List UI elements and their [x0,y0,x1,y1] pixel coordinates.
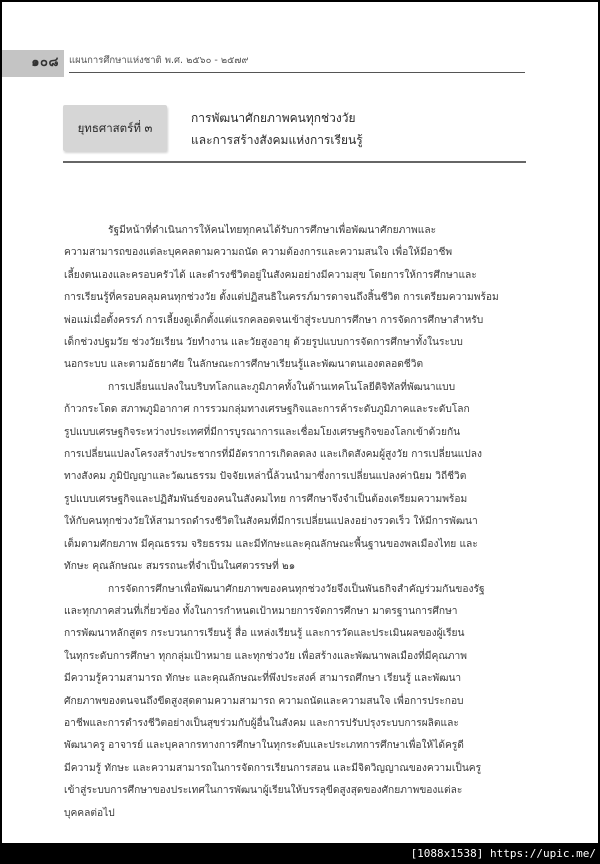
running-header: แผนการศึกษาแห่งชาติ พ.ศ. ๒๕๖๐ - ๒๕๗๙ [69,52,525,73]
text-line: ในทุกระดับการศึกษา ทุกกลุ่มเป้าหมาย และทุกช่วงวัย เพื่อสร้างและพัฒนาพลเมืองที่มีคุณภาพ [64,650,467,662]
text-line: พ่อแม่เมื่อตั้งครรภ์ การเลี้ยงดูเด็กตั้งแต่แรกคลอดจนเข้าสู่ระบบการศึกษา การจัดการศึกษาสำหรับ [64,314,484,326]
strategy-title-line-1: การพัฒนาศักยภาพคนทุกช่วงวัย [191,111,356,125]
text-line: อาชีพและการดำรงชีวิตอย่างเป็นสุขร่วมกับผู้อื่นในสังคม และการปรับปรุงระบบการผลิตและ [64,717,459,729]
text-line: และทุกภาคส่วนที่เกี่ยวข้อง ทั้งในการกำหนดเป้าหมายการจัดการศึกษา มาตรฐานการศึกษา [64,605,458,617]
paragraph [64,579,528,825]
text-line: การเรียนรู้ที่ครอบคลุมคนทุกช่วงวัย ตั้งแต่ปฏิสนธิในครรภ์มารดาจนถึงสิ้นชีวิต การเตรียมความพร้อม [64,292,499,304]
text-line: ก้าวกระโดด สภาพภูมิอากาศ การรวมกลุ่มทางเศรษฐกิจและการค้าระดับภูมิภาคและระดับโลก [64,404,470,416]
text-line: การเปลี่ยนแปลงในบริบทโลกและภูมิภาคทั้งในด้านเทคโนโลยีดิจิทัลที่พัฒนาแบบ [108,381,456,393]
text-line: บุคคลต่อไป [64,807,115,819]
text-line: ให้กับคนทุกช่วงวัยให้สามารถดำรงชีวิตในสังคมที่มีการเปลี่ยนแปลงอย่างรวดเร็ว ให้มีการพัฒนา [64,516,478,528]
page-number-tab [2,50,64,77]
text-line: ทักษะ คุณลักษณะ สมรรถนะที่จำเป็นในศตวรรษที่ ๒๑ [64,561,296,573]
text-line: เข้าสู่ระบบการศึกษาของประเทศในการพัฒนาผู้เรียนให้บรรลุขีดสูงสุดของศักยภาพของแต่ละ [64,785,463,797]
text-line: ศักยภาพของตนจนถึงขีดสูงสุดตามความสามารถ ความถนัดและความสนใจ เพื่อการประกอบ [64,695,464,707]
text-line: รูปแบบเศรษฐกิจระหว่างประเทศที่มีการบูรณาการและเชื่อมโยงเศรษฐกิจของโลกเข้าด้วยกัน [64,426,461,438]
strategy-label-box [63,105,167,151]
paragraph [64,220,528,377]
text-line: พัฒนาครู อาจารย์ และบุคลากรทางการศึกษาในทุกระดับและประเภทการศึกษาเพื่อให้ได้ครูดี [64,740,464,752]
strategy-title-line-2: และการสร้างสังคมแห่งการเรียนรู้ [191,133,363,147]
text-line: ทางสังคม ภูมิปัญญาและวัฒนธรรม ปัจจัยเหล่านี้ล้วนนำมาซึ่งการเปลี่ยนแปลงค่านิยม วิถีชีวิต [64,471,467,483]
image-size-stamp: [1088x1538] https://upic.me/ [410,847,596,860]
title-divider [63,161,526,163]
text-line: การเปลี่ยนแปลงโครงสร้างประชากรที่มีอัตราการเกิดลดลง และเกิดสังคมผู้สูงวัย การเปลี่ยนแปลง [64,449,482,461]
page-number: ๑๐๘ [31,55,59,70]
text-line: รัฐมีหน้าที่ดำเนินการให้คนไทยทุกคนได้รับการศึกษาเพื่อพัฒนาศักยภาพและ [108,225,437,236]
text-line: เด็กช่วงปฐมวัย ช่วงวัยเรียน วัยทำงาน และวัยสูงอายุ ด้วยรูปแบบการจัดการศึกษาทั้งในระบบ [64,337,463,349]
strategy-label: ยุทธศาสตร์ที่ ๓ [77,121,153,135]
text-line: เต็มตามศักยภาพ มีคุณธรรม จริยธรรม และมีทักษะและคุณลักษณะพื้นฐานของพลเมืองไทย และ [64,538,478,550]
strategy-title [191,107,511,151]
document-page [2,2,598,843]
text-line: รูปแบบเศรษฐกิจและปฏิสัมพันธ์ของคนในสังคมไทย การศึกษาจึงจำเป็นต้องเตรียมความพร้อม [64,493,468,505]
text-line: ความสามารถของแต่ละบุคคลตามความถนัด ความต้องการและความสนใจ เพื่อให้มีอาชีพ [64,247,453,259]
text-line: นอกระบบ และตามอัธยาศัย ในลักษณะการศึกษาเรียนรู้และพัฒนาตนเองตลอดชีวิต [64,359,424,371]
text-line: การพัฒนาหลักสูตร กระบวนการเรียนรู้ สื่อ แหล่งเรียนรู้ และการวัดและประเมินผลของผู้เรียน [64,628,465,640]
text-line: มีความรู้ความสามารถ ทักษะ และคุณลักษณะที่พึงประสงค์ สามารถศึกษา เรียนรู้ และพัฒนา [64,673,462,685]
text-line: มีความรู้ ทักษะ และความสามารถในการจัดการเรียนการสอน และมีจิตวิญญาณของความเป็นครู [64,762,482,774]
paragraph [64,377,528,579]
text-line: เลี้ยงตนเองและครอบครัวได้ และดำรงชีวิตอยู่ในสังคมอย่างมีความสุข โดยการให้การศึกษาและ [64,269,477,281]
body-text [64,220,528,825]
text-line: การจัดการศึกษาเพื่อพัฒนาศักยภาพของคนทุกช่วงวัยจึงเป็นพันธกิจสำคัญร่วมกันของรัฐ [108,583,485,595]
